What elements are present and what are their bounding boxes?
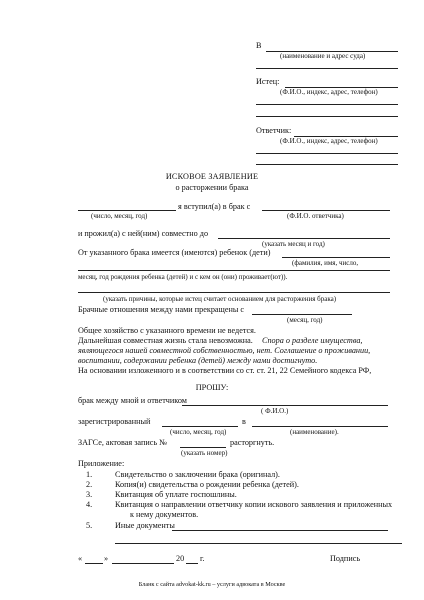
hint-number: (указать номер) — [181, 449, 228, 457]
defendant-line-2[interactable] — [256, 153, 398, 154]
basis-text: На основании изложенного и в соответствии со ст. ст. 21, 22 Семейного кодекса РФ, — [78, 366, 372, 375]
appendix-item-2: Копия(и) свидетельства о рождении ребенка (детей). — [115, 480, 299, 489]
defendant-name-line[interactable] — [262, 210, 390, 211]
italic-text-2: являющегося нашей совместной собственностью, нет. Соглашение о проживании, — [78, 346, 371, 355]
children-line-2[interactable] — [78, 270, 390, 271]
date-close-quote: » — [104, 554, 109, 563]
other-docs-line-2[interactable] — [115, 543, 402, 544]
marriage-date-line[interactable] — [78, 210, 176, 211]
site-credit: Бланк с сайта advokat-kk.ru – услуги адвоката в Москве — [138, 581, 286, 588]
italic-text-1: Спора о разделе имущества, — [262, 336, 363, 345]
court-hint: (наименование и адрес суда) — [280, 52, 366, 60]
hint-reg-name: (наименование). — [290, 428, 339, 436]
signature-label: Подпись — [330, 554, 361, 563]
request-line-1: брак между мной и ответчиком — [78, 396, 187, 405]
month-line[interactable] — [112, 563, 174, 564]
defendant-line-3[interactable] — [256, 164, 398, 165]
registry-name-line[interactable] — [252, 426, 388, 427]
request-fio-line[interactable] — [182, 405, 388, 406]
in-word: в — [242, 417, 246, 426]
plaintiff-label: Истец: — [256, 77, 280, 86]
relations-text: Брачные отношения между нами прекращены с — [78, 305, 245, 314]
zags-text: ЗАГСе, актовая запись № — [78, 438, 167, 447]
lived-text: и прожил(а) с ней(ним) совместно до — [78, 229, 209, 238]
hint-reg-date: (число, месяц, год) — [170, 428, 227, 436]
appendix-num-3: 3. — [86, 490, 93, 499]
hint-children-2: месяц, год рождения ребенка (детей) и с кем он (они) проживает(ют)). — [78, 273, 288, 281]
record-number-line[interactable] — [180, 447, 226, 448]
appendix-item-4-cont: к нему документов. — [130, 510, 199, 519]
plaintiff-line-2[interactable] — [256, 104, 398, 105]
registered-date-line[interactable] — [162, 426, 238, 427]
lived-until-line[interactable] — [218, 238, 390, 239]
impossible-text: Дальнейшая совместная жизнь стала невозможна. — [78, 336, 253, 345]
appendix-num-1: 1. — [86, 470, 93, 479]
appendix-heading: Приложение: — [78, 459, 125, 468]
court-line-2[interactable] — [256, 68, 398, 69]
hint-date: (число, месяц, год) — [91, 212, 148, 220]
request-heading: ПРОШУ: — [195, 383, 229, 392]
hint-children-1: (фамилия, имя, число, — [292, 259, 359, 267]
hint-fio: ( Ф.И.О.) — [261, 407, 289, 415]
marriage-text: я вступил(а) в брак с — [178, 202, 251, 211]
italic-text-3: воспитании, содержании ребенка (детей) между нами достигнуто. — [78, 356, 318, 365]
to-prefix: В — [256, 41, 262, 50]
registered-text: зарегистрированный — [78, 417, 151, 426]
appendix-item-1: Свидетельство о заключении брака (оригинал). — [115, 470, 280, 479]
children-line[interactable] — [282, 257, 390, 258]
hint-month-year-2: (месяц, год) — [287, 316, 323, 324]
appendix-item-5: Иные документы — [115, 521, 175, 530]
appendix-num-4: 4. — [86, 500, 93, 509]
reasons-line[interactable] — [78, 292, 390, 293]
hint-month-year: (указать месяц и год) — [262, 240, 325, 248]
appendix-num-2: 2. — [86, 480, 93, 489]
appendix-num-5: 5. — [86, 521, 93, 530]
defendant-label: Ответчик: — [256, 126, 292, 135]
children-text: От указанного брака имеется (имеются) ребенок (дети) — [78, 248, 271, 257]
plaintiff-line-3[interactable] — [256, 116, 398, 117]
appendix-item-4: Квитанция о направлении ответчику копии искового заявления и приложенных — [115, 500, 393, 509]
relations-date-line[interactable] — [252, 314, 352, 315]
other-docs-line[interactable] — [172, 530, 388, 531]
household-text: Общее хозяйство с указанного времени не ведется. — [78, 326, 256, 335]
document-title: ИСКОВОЕ ЗАЯВЛЕНИЕ — [165, 172, 259, 181]
year-prefix: 20 — [176, 554, 185, 563]
day-line[interactable] — [85, 563, 103, 564]
dissolve-text: расторгнуть. — [230, 438, 275, 447]
year-line[interactable] — [186, 563, 198, 564]
plaintiff-hint: (Ф.И.О., индекс, адрес, телефон) — [280, 88, 378, 96]
appendix-item-3: Квитанция об уплате госпошлины. — [115, 490, 237, 499]
hint-reasons: (указать причины, которые истец считает основанием для расторжения брака) — [103, 295, 337, 303]
hint-defendant: (Ф.И.О. ответчика) — [287, 212, 344, 220]
document-subtitle: о расторжении брака — [175, 183, 249, 192]
date-open-quote: « — [78, 554, 83, 563]
defendant-hint: (Ф.И.О., индекс, адрес, телефон) — [280, 137, 378, 145]
year-suffix: г. — [200, 554, 205, 563]
